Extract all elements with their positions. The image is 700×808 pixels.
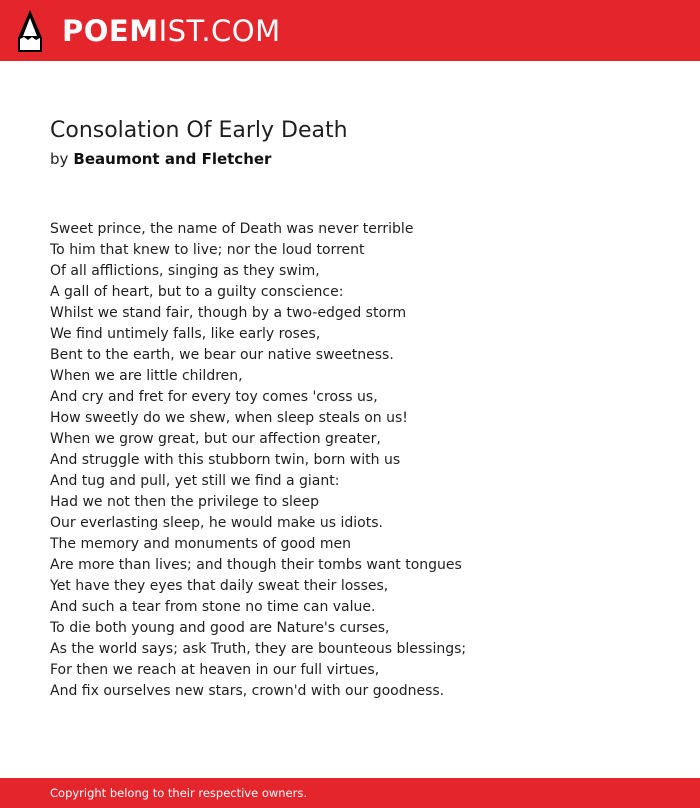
poem-title: Consolation Of Early Death (50, 118, 348, 143)
poem-author: Beaumont and Fletcher (73, 150, 272, 168)
poem-line: To him that knew to live; nor the loud torrent (50, 242, 365, 258)
by-label: by (50, 150, 69, 168)
brand-name-bold: POEM (62, 14, 159, 48)
poem-line: As the world says; ask Truth, they are bounteous blessings; (50, 641, 467, 657)
site-header (0, 0, 700, 61)
poem-line: And tug and pull, yet still we find a giant: (50, 473, 340, 489)
site-logo[interactable] (17, 9, 281, 53)
poem-line: Of all afflictions, singing as they swim, (50, 263, 320, 279)
poem-line: Sweet prince, the name of Death was never terrible (50, 221, 414, 237)
poem-line: To die both young and good are Nature's curses, (50, 620, 390, 636)
poem-line: And cry and fret for every toy comes 'cross us, (50, 389, 378, 405)
poem-line: When we grow great, but our affection greater, (50, 431, 381, 447)
poem-line: A gall of heart, but to a guilty conscience: (50, 284, 344, 300)
poem-line: For then we reach at heaven in our full virtues, (50, 662, 380, 678)
poem-line: Had we not then the privilege to sleep (50, 494, 320, 510)
poem-byline (50, 149, 271, 169)
poem-body (50, 219, 466, 702)
poem-line: We find untimely falls, like early roses, (50, 326, 321, 342)
poem-line: And fix ourselves new stars, crown'd with our goodness. (50, 683, 445, 699)
poem-line: The memory and monuments of good men (50, 536, 351, 552)
poem-line: Yet have they eyes that daily sweat their losses, (50, 578, 389, 594)
poem-line: How sweetly do we shew, when sleep steals on us! (50, 410, 408, 426)
brand-name-light: IST.COM (158, 14, 281, 48)
poem-line: Bent to the earth, we bear our native sweetness. (50, 347, 394, 363)
poem-line: And such a tear from stone no time can value. (50, 599, 376, 615)
poem-line: When we are little children, (50, 368, 243, 384)
pencil-icon (17, 9, 43, 53)
brand-name (62, 9, 281, 53)
site-footer (0, 778, 700, 808)
poem-line: Our everlasting sleep, he would make us idiots. (50, 515, 383, 531)
poem-line: And struggle with this stubborn twin, born with us (50, 452, 401, 468)
poem-line: Are more than lives; and though their tombs want tongues (50, 557, 462, 573)
copyright-notice: Copyright belong to their respective owners. (50, 786, 308, 800)
poem-line: Whilst we stand fair, though by a two-edged storm (50, 305, 407, 321)
